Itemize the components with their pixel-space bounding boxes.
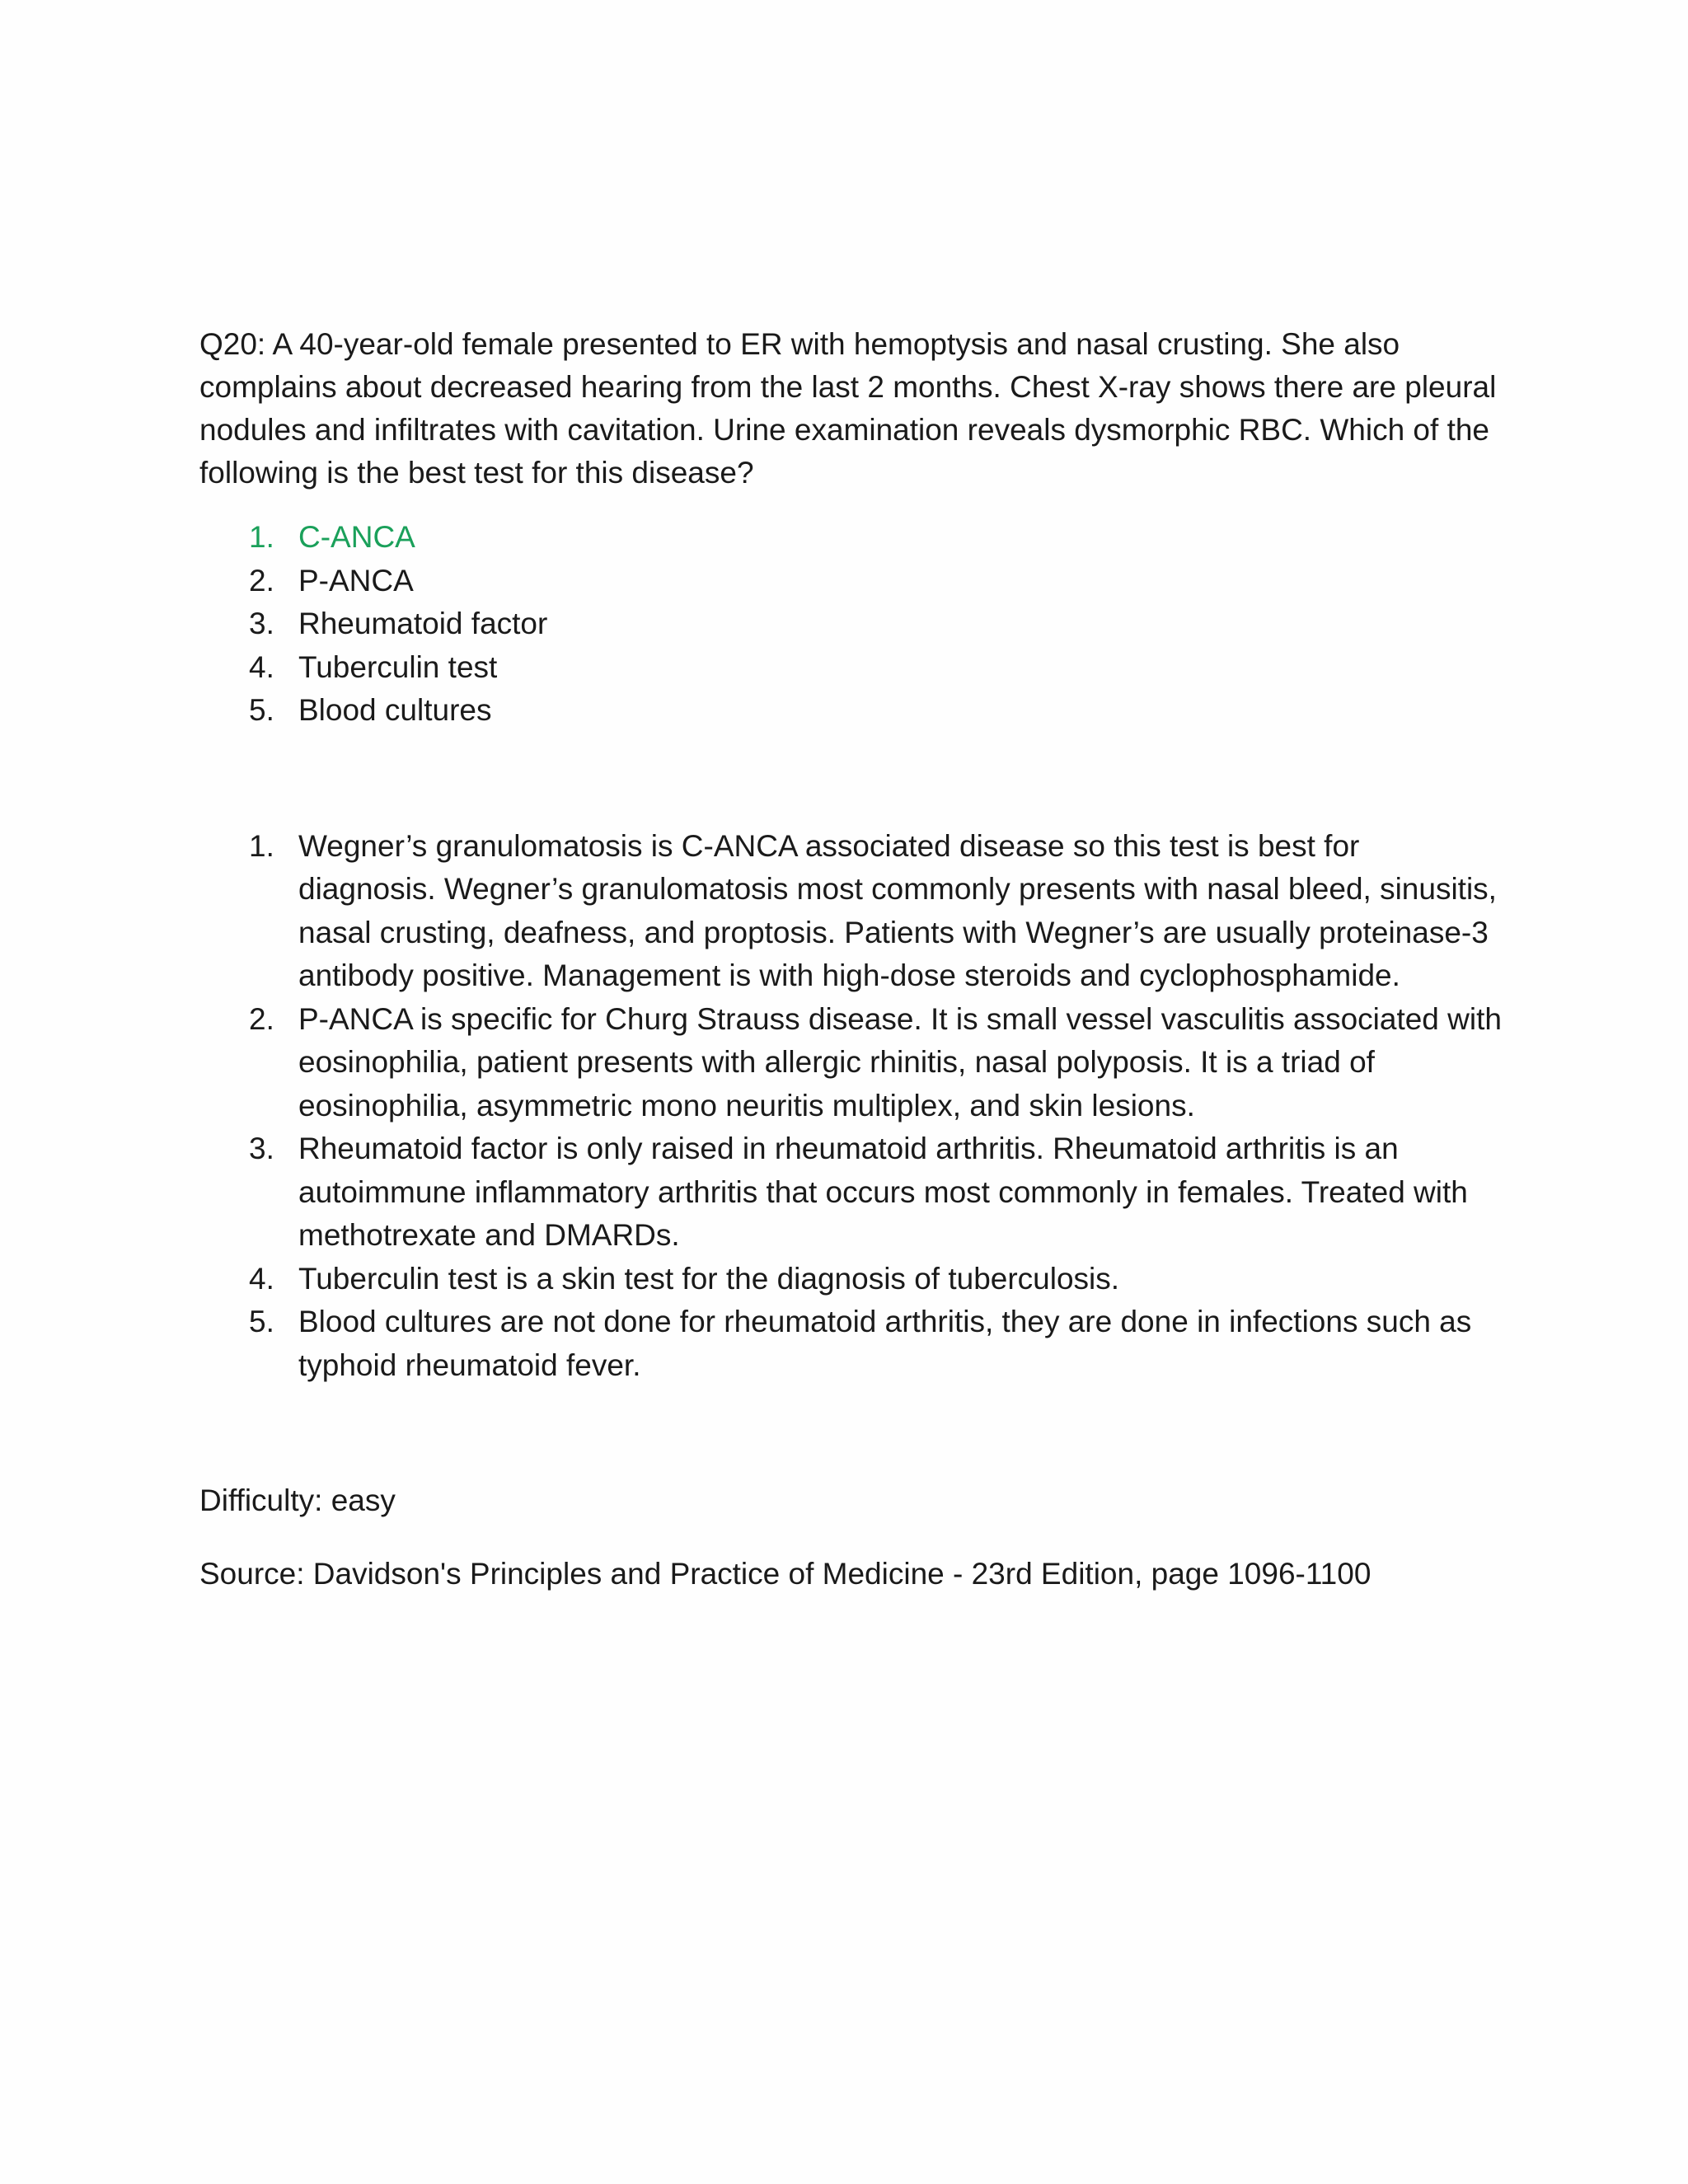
explanation-item [199, 998, 1502, 1128]
explanation-item [199, 1127, 1502, 1258]
explanation-number: 1. [249, 828, 274, 863]
document-content [199, 323, 1502, 1626]
explanation-text: Blood cultures are not done for rheumatoid arthritis, they are done in infections such as typhoid rheumatoid fever. [298, 1305, 1472, 1382]
explanation-text: P-ANCA is specific for Churg Strauss disease. It is small vessel vasculitis associated with eosinophilia, patient presents with allergic rhinitis, nasal polyposis. It is a triad of eosinophilia, asymmetric mono neuritis multiplex, and skin lesions. [298, 1001, 1502, 1122]
explanation-number: 5. [249, 1305, 274, 1338]
explanation-item [199, 1258, 1502, 1301]
explanation-number: 2. [249, 1001, 274, 1036]
option-number: 1. [249, 520, 274, 554]
option-label: Tuberculin test [298, 649, 498, 684]
answer-option [199, 646, 1502, 690]
answer-option-correct [199, 516, 1502, 560]
option-label: C-ANCA [298, 520, 415, 554]
option-number: 3. [249, 607, 274, 640]
answer-options-list [199, 516, 1502, 733]
option-label: P-ANCA [298, 563, 414, 598]
explanation-item [199, 825, 1502, 998]
answer-option [199, 689, 1502, 733]
explanation-text: Tuberculin test is a skin test for the diagnosis of tuberculosis. [298, 1261, 1120, 1296]
explanations-list [199, 825, 1502, 1388]
question-text: Q20: A 40-year-old female presented to ER with hemoptysis and nasal crusting. She also complains about decreased hearing from the last 2 months. Chest X-ray shows there are pleural nodules and infiltrates with cavitation. Urine examination reveals dysmorphic RBC. Which of the following is the best test for this disease? [199, 327, 1497, 490]
difficulty-label: Difficulty: easy [199, 1483, 396, 1517]
explanation-number: 4. [249, 1261, 274, 1296]
option-number: 5. [249, 693, 274, 727]
explanation-text: Wegner’s granulomatosis is C-ANCA associated disease so this test is best for diagnosis. Wegner’s granulomatosis most commonly presents with nasal bleed, sinusitis, nasal crusting, deafness, and proptosis. Patients with Wegner’s are usually proteinase-3 antibody positive. Management is with high-dose steroids and cyclophosphamide. [298, 828, 1497, 992]
explanation-item [199, 1301, 1502, 1387]
answer-option [199, 602, 1502, 646]
explanation-text: Rheumatoid factor is only raised in rheumatoid arthritis. Rheumatoid arthritis is an autoimmune inflammatory arthritis that occurs most commonly in females. Treated with methotrexate and DMARDs. [298, 1132, 1468, 1252]
explanation-number: 3. [249, 1132, 274, 1165]
source-citation: Source: Davidson's Principles and Practice of Medicine - 23rd Edition, page 1096-1100 [199, 1557, 1372, 1591]
option-number: 4. [249, 649, 274, 684]
option-label: Rheumatoid factor [298, 607, 548, 640]
answer-option [199, 560, 1502, 603]
option-label: Blood cultures [298, 693, 492, 727]
option-number: 2. [249, 563, 274, 598]
